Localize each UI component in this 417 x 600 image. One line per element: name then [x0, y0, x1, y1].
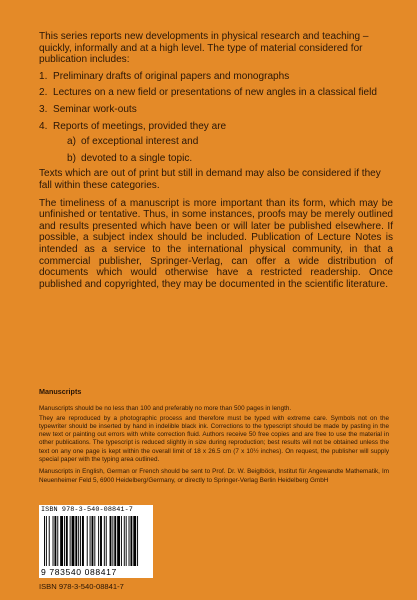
manuscripts-section	[39, 388, 389, 486]
intro-paragraph: This series reports new developments in physical research and teaching – quickly, informally and at a high level. The type of material considered for publication includes:	[39, 31, 369, 66]
sublist-item	[53, 153, 393, 165]
sublist-item-letter: b)	[67, 152, 76, 164]
list-item	[39, 71, 393, 83]
list-item-number: 1.	[39, 70, 48, 82]
list-item-text: Preliminary drafts of original papers and monographs	[53, 70, 290, 82]
manuscripts-submission-paragraph: Manuscripts in English, German or French should be sent to Prof. Dr. W. Beiglböck, Institut für Angewandte Mathematik, Im Neuenheimer Feld 5, 6900 Heidelberg/Germany, or directly to Springer-Verlag Berlin Heidelberg GmbH	[39, 468, 389, 484]
barcode-isbn-text: ISBN 978-3-540-08841-7	[41, 506, 133, 514]
sublist-item-text: of exceptional interest and	[81, 136, 199, 148]
list-item	[39, 104, 393, 116]
material-list	[39, 71, 393, 165]
barcode-digits: 9 783540 088417	[41, 567, 117, 577]
list-item-number: 2.	[39, 87, 48, 99]
list-item-number: 4.	[39, 120, 48, 132]
list-item-text: Reports of meetings, provided they are	[53, 120, 227, 132]
list-item-text: Seminar work-outs	[53, 103, 137, 115]
sublist-item	[53, 136, 393, 148]
barcode-icon	[42, 516, 150, 568]
timeliness-paragraph: The timeliness of a manuscript is more important than its form, which may be unfinished or tentative. Thus, in some instances, proofs may be merely outlined and results presented which have been or will later be published elsewhere. If possible, a subject index should be included. Publication of Lecture Notes is intended as a service to the international physical community, in that a commercial publisher, Springer-Verlag, can offer a wide distribution of documents which would otherwise have a restricted readership. Once published and copyrighted, they may be documented in the scientific literature.	[39, 197, 393, 290]
list-item	[39, 121, 393, 165]
meeting-conditions-list	[53, 136, 393, 164]
list-item	[39, 87, 393, 99]
manuscripts-heading: Manuscripts	[39, 387, 82, 396]
list-item-number: 3.	[39, 103, 48, 115]
list-item-text: Lectures on a new field or presentations of new angles in a classical field	[53, 87, 377, 99]
sublist-item-text: devoted to a single topic.	[81, 152, 193, 164]
barcode-label	[39, 505, 153, 578]
sublist-item-letter: a)	[67, 136, 76, 148]
series-description	[39, 31, 393, 290]
out-of-print-paragraph: Texts which are out of print but still in demand may also be considered if they fall within these categories.	[39, 168, 381, 191]
manuscripts-typing-paragraph: They are reproduced by a photographic process and therefore must be typed with extreme care. Symbols not on the typewriter should be inserted by hand in indelible black ink. Corrections to the typescript should be made by pasting in the new text or painting out errors with white correction fluid. Authors receive 50 free copies and are free to use the material in other publications. The typescript is reduced slightly in size during reproduction; best results will not be obtained unless the text on any one page is kept within the overall limit of 18 x 26.5 cm (7 x 10½ inches). On request, the publisher will supply special paper with the typing area outlined.	[39, 414, 389, 464]
manuscripts-length-paragraph: Manuscripts should be no less than 100 and preferably no more than 500 pages in length.	[39, 405, 292, 413]
isbn-text: ISBN 978-3-540-08841-7	[39, 582, 124, 591]
